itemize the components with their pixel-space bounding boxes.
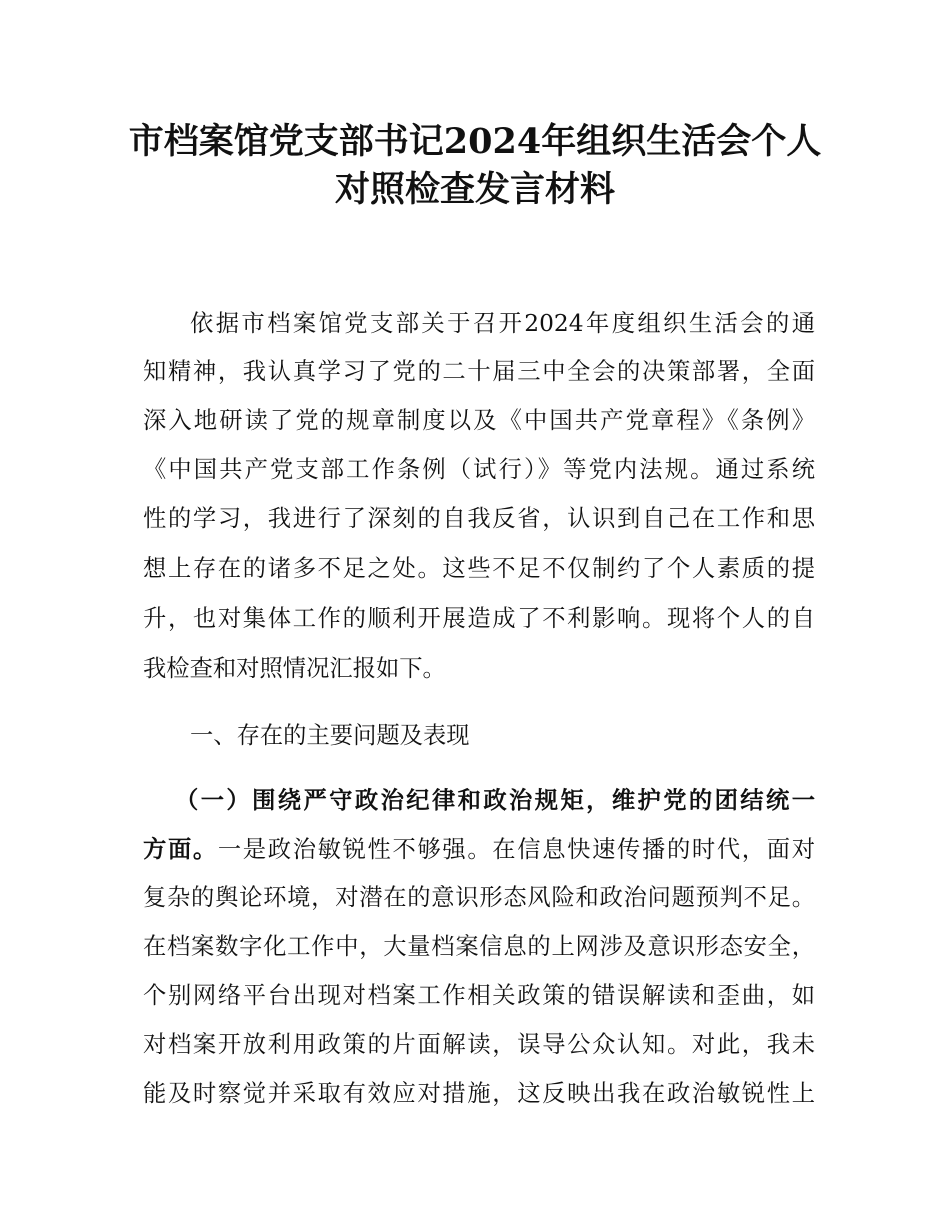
subsection-paragraph-line: 对档案开放利用政策的片面解读，误导公众认知。对此，我未 [143, 1031, 815, 1058]
intro-paragraph-line: 我检查和对照情况汇报如下。 [143, 655, 446, 682]
document-title-line-2: 对照检查发言材料 [334, 169, 615, 210]
intro-paragraph-line: 升，也对集体工作的顺利开展造成了不利影响。现将个人的自 [143, 605, 815, 632]
subsection-paragraph-line [143, 835, 815, 865]
subsection-heading: （一）围绕严守政治纪律和政治规矩，维护党的团结统一 [175, 787, 815, 814]
intro-paragraph-line: 《中国共产党支部工作条例（试行）》等党内法规。通过系统 [143, 456, 815, 483]
subsection-heading-continued: 方面。 [143, 836, 218, 863]
intro-paragraph-line: 性的学习，我进行了深刻的自我反省，认识到自己在工作和思 [143, 505, 815, 532]
subsection-paragraph-line: 能及时察觉并采取有效应对措施，这反映出我在政治敏锐性上 [143, 1080, 815, 1107]
subsection-line-text: 一是政治敏锐性不够强。在信息快速传播的时代，面对 [217, 836, 816, 863]
intro-paragraph-line: 知精神，我认真学习了党的二十届三中全会的决策部署，全面 [143, 358, 815, 385]
intro-paragraph-line: 依据市档案馆党支部关于召开2024年度组织生活会的通 [190, 310, 815, 337]
section-heading: 一、存在的主要问题及表现 [190, 722, 470, 749]
intro-paragraph-line: 想上存在的诸多不足之处。这些不足不仅制约了个人素质的提 [143, 555, 815, 582]
intro-paragraph-line: 深入地研读了党的规章制度以及《中国共产党章程》《条例》 [143, 407, 815, 434]
subsection-paragraph-line: 复杂的舆论环境，对潜在的意识形态风险和政治问题预判不足。 [143, 884, 815, 911]
subsection-paragraph-line: 在档案数字化工作中，大量档案信息的上网涉及意识形态安全， [143, 933, 815, 960]
document-title-line-1: 市档案馆党支部书记2024年组织生活会个人 [128, 121, 822, 162]
subsection-paragraph-line: 个别网络平台出现对档案工作相关政策的错误解读和歪曲，如 [143, 982, 815, 1009]
